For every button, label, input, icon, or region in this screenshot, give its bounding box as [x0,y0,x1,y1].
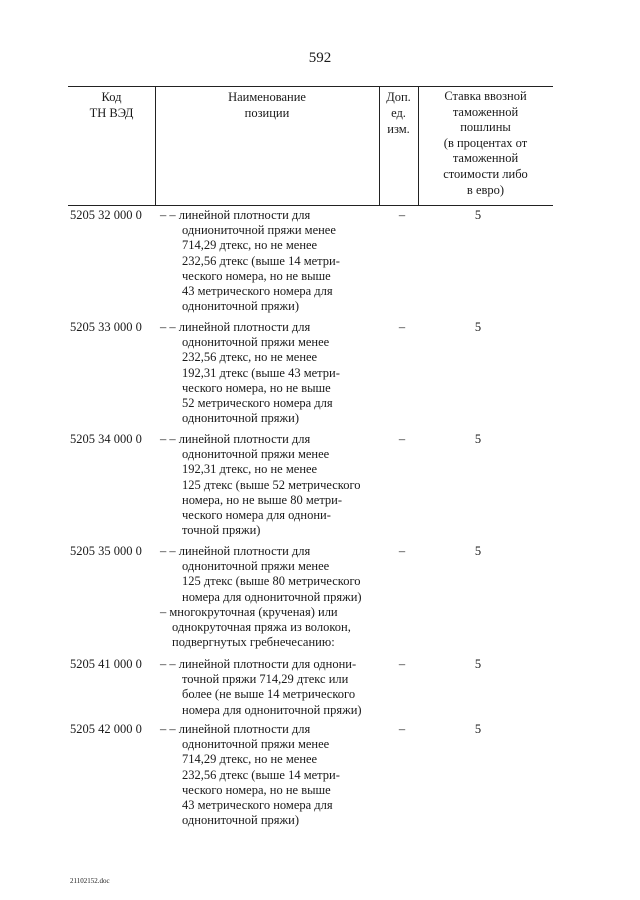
description-line: – – линейной плотности для [160,722,311,736]
description-line: одниониточной пряжи менее [182,223,336,238]
description-line: 232,56 дтекс, но не менее [182,350,318,365]
description-line: однониточной пряжи менее [182,737,330,752]
header-name [155,89,379,121]
row-rate: 5 [474,544,482,558]
description-line: более (не выше 14 метрического [182,687,356,702]
row-rate: 5 [474,320,482,334]
header-rate [418,89,553,198]
row-code: 5205 35 000 0 [70,544,142,558]
description-line: однониточной пряжи менее [182,447,330,462]
description-line: однониточной пряжи) [182,299,300,314]
description-line: 232,56 дтекс (выше 14 метри- [182,767,340,782]
description-line: 43 метрического номера для [182,284,333,299]
header-code-line: ТН ВЭД [89,106,134,120]
description-line: точной пряжи) [182,523,261,538]
row-description [160,544,380,605]
row-code: 5205 34 000 0 [70,432,142,446]
description-line: 43 метрического номера для [182,798,333,813]
row-unit: – [398,657,406,671]
row-code: 5205 42 000 0 [70,722,142,736]
header-rate-line: (в процентах от [443,135,528,150]
row-unit: – [398,722,406,736]
row-rate: 5 [474,208,482,222]
description-line: 192,31 дтекс, но не менее [182,462,318,477]
description-line: номера для однониточной пряжи) [182,702,362,717]
page-number: 592 [308,50,332,66]
header-top-rule [68,86,553,87]
description-line: однокруточная пряжа из волокон, [172,620,351,635]
row-rate: 5 [474,657,482,671]
row-description [160,722,380,828]
row-description [160,208,380,314]
row-rate: 5 [474,722,482,736]
header-name-line: позиции [244,106,290,120]
header-rate-line: Ставка ввозной [444,89,527,103]
header-unit-line: ед. [391,106,406,120]
row-code: 5205 32 000 0 [70,208,142,222]
row-code: 5205 33 000 0 [70,320,142,334]
description-line: ческого номера, но не выше [182,268,331,283]
description-line: точной пряжи 714,29 дтекс или [182,672,349,687]
description-line: ческого номера для однони- [182,508,331,523]
description-line: 232,56 дтекс (выше 14 метри- [182,253,340,268]
header-unit-line: изм. [387,122,410,136]
row-description [160,657,380,718]
header-code-line: Код [101,90,122,104]
description-line: ческого номера, но не выше [182,380,331,395]
description-line: – – линейной плотности для [160,432,311,446]
description-line: 125 дтекс (выше 52 метрического [182,477,361,492]
header-unit [379,89,418,137]
row-description [160,605,380,651]
description-line: – – линейной плотности для однони- [160,657,357,671]
description-line: ческого номера, но не выше [182,782,331,797]
row-unit: – [398,320,406,334]
header-rate-line: таможенной [452,151,519,166]
description-line: подвергнутых гребнечесанию: [172,635,335,650]
row-unit: – [398,432,406,446]
description-line: 714,29 дтекс, но не менее [182,752,318,767]
description-line: однониточной пряжи менее [182,335,330,350]
description-line: однониточной пряжи менее [182,559,330,574]
row-description [160,320,380,426]
header-name-line: Наименование [228,90,306,104]
description-line: 714,29 дтекс, но не менее [182,238,318,253]
header-rate-line: таможенной [452,104,519,119]
description-line: 52 метрического номера для [182,396,333,411]
description-line: – – линейной плотности для [160,544,311,558]
footer-filename: 21102152.doc [70,877,110,885]
description-line: однониточной пряжи) [182,411,300,426]
header-rate-line: стоимости либо [443,166,528,181]
row-unit: – [398,544,406,558]
header-rate-line: пошлины [460,120,511,135]
header-code [68,89,155,121]
row-rate: 5 [474,432,482,446]
header-unit-line: Доп. [386,90,411,104]
row-code: 5205 41 000 0 [70,657,142,671]
description-line: номера, но не выше 80 метри- [182,492,343,507]
description-line: – многокруточная (крученая) или [160,605,338,619]
description-line: – – линейной плотности для [160,208,311,222]
header-rate-line: в евро) [466,182,505,197]
header-bottom-rule [68,205,553,206]
row-unit: – [398,208,406,222]
description-line: 192,31 дтекс (выше 43 метри- [182,365,340,380]
row-description [160,432,380,538]
description-line: – – линейной плотности для [160,320,311,334]
description-line: 125 дтекс (выше 80 метрического [182,574,361,589]
description-line: номера для однониточной пряжи) [182,589,362,604]
description-line: однониточной пряжи) [182,813,300,828]
